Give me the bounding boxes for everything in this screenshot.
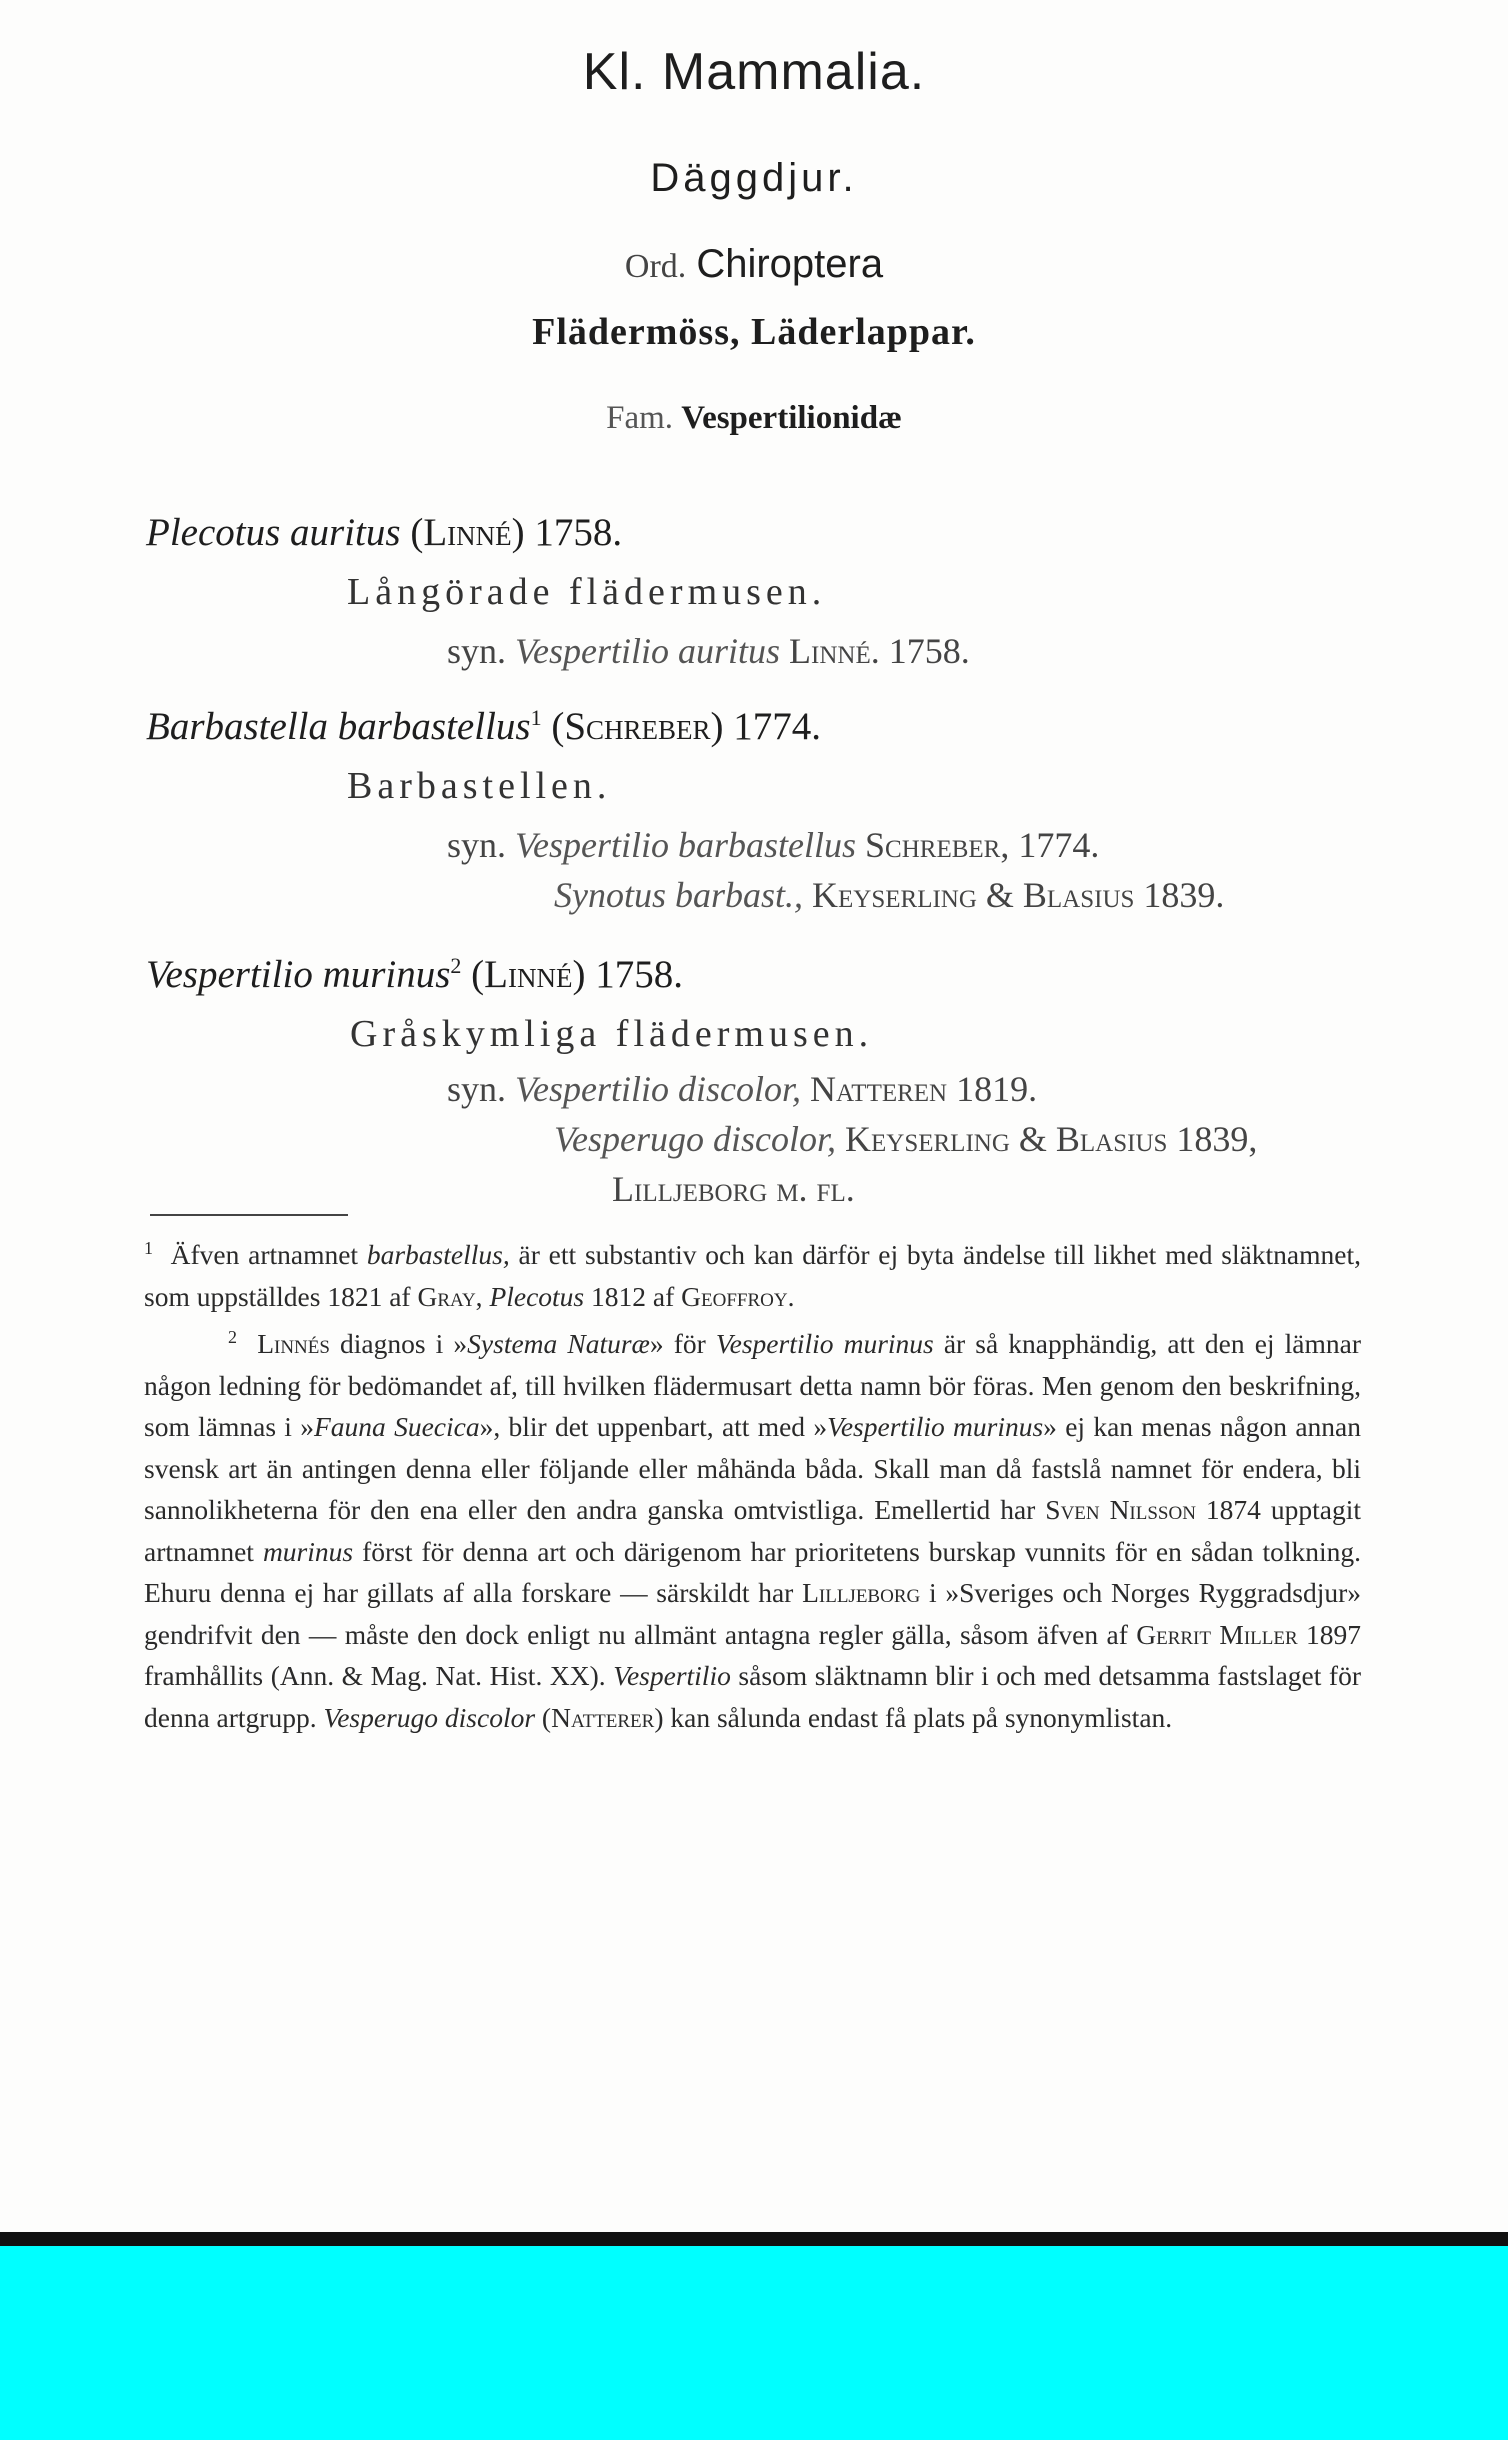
footnote-italic: murinus [262, 1535, 354, 1567]
species-common-name: Långörade flädermusen. [347, 571, 827, 613]
synonym-author: Keyserling & Blasius 1839. [812, 875, 1225, 915]
footnote-mark: 2 [228, 1327, 237, 1348]
synonym-line [554, 874, 1224, 916]
synonym-line [447, 1068, 1037, 1110]
footnote-text: först för denna art och därigenom har prioritetens burskap vunnits för en sådan tolkning. Ehuru denna ej har gillats af alla forskare — särskildt har [144, 1535, 1361, 1609]
footnote-text: såsom släktnamn blir i och med detsamma fastslaget för denna artgrupp. [144, 1660, 1361, 1733]
species-entry-1 [146, 510, 622, 555]
species-name: Barbastella barbastellus [146, 705, 531, 748]
footnote-italic: barbastellus, [366, 1239, 510, 1271]
synonym-author: Natteren 1819. [810, 1069, 1038, 1109]
footnote-author: Natterer [551, 1701, 655, 1733]
footnote-text: » ej kan menas någon annan svensk art än antingen denna eller följande eller måhända båda. Skall man då fastslå namnet för endera, bli sannolikheterna för den ena eller den andra ganska omtvistliga. Emellertid har [144, 1411, 1361, 1526]
synonym-author: Keyserling & Blasius 1839, [845, 1119, 1258, 1159]
footnote-text: ) kan sålunda endast få plats på synonymlistan. [654, 1701, 1173, 1733]
footnote-ref: 1 [530, 705, 542, 730]
footnote-italic: Vespertilio murinus [827, 1411, 1044, 1443]
synonym-line [612, 1168, 855, 1210]
synonym-name: Vespertilio barbastellus [515, 825, 857, 865]
footnote-text: », blir det uppenbart, att med » [479, 1411, 828, 1443]
footnote-author: Gray, [417, 1280, 483, 1312]
synonym-name: Synotus barbast., [554, 875, 804, 915]
footnote-text: Äfven artnamnet [170, 1239, 367, 1271]
footnote-italic: Systema Naturæ [467, 1328, 650, 1360]
synonym-prefix: syn. [447, 825, 507, 865]
scan-background-band [0, 2246, 1508, 2440]
footnote-italic: Vesperugo discolor [323, 1701, 536, 1733]
synonym-name: Vesperugo discolor, [554, 1119, 836, 1159]
footnote-italic: Vespertilio murinus [715, 1328, 934, 1360]
synonym-prefix: syn. [447, 1069, 507, 1109]
synonym-line [447, 630, 970, 672]
footnote-text: är så knapphändig, att den ej lämnar någon ledning för bedömandet af, till hvilken flädermusart detta namn bör föras. Men genom den beskrifning, som lämnas i » [144, 1328, 1361, 1443]
footnote-author: Geoffroy. [681, 1280, 795, 1312]
order-name: Chiroptera [696, 242, 884, 286]
footnote-text: är ett substantiv och kan därför ej byta ändelse till likhet med släktnamnet, som uppställdes 1821 af [144, 1239, 1361, 1312]
species-common-name: Gråskymliga flädermusen. [350, 1013, 874, 1055]
class-title: Kl. Mammalia. [582, 43, 926, 101]
order-common-name: Flädermöss, Läderlappar. [532, 311, 976, 353]
footnote-author: Lilljeborg [802, 1577, 921, 1609]
footnote-1 [144, 1228, 1361, 1317]
synonym-name: Vespertilio discolor, [515, 1069, 802, 1109]
family-prefix: Fam. [606, 400, 674, 436]
synonym-author: Linné. 1758. [789, 631, 970, 671]
footnote-divider [150, 1214, 348, 1216]
footnote-text: i »Sveriges och Norges Ryggradsdjur» gendrifvit den — måste den dock enligt nu allmänt antagna regler gälla, såsom äfven af [144, 1577, 1361, 1650]
synonym-author: Lilljeborg m. fl. [612, 1169, 855, 1209]
family-name: Vespertilionidæ [681, 400, 902, 436]
footnote-text: » för [649, 1328, 716, 1360]
species-entry-2 [146, 704, 821, 749]
footnote-text: 1897 framhållits (Ann. & Mag. Nat. Hist. XX). [144, 1618, 1362, 1692]
synonym-line [447, 824, 1099, 866]
synonym-name: Vespertilio auritus [515, 631, 781, 671]
species-author: (Linné) 1758. [410, 511, 623, 554]
footnote-author: Gerrit Miller [1136, 1618, 1298, 1650]
footnote-text: ( [535, 1701, 552, 1733]
footnote-text: 1812 af [584, 1280, 682, 1312]
footnote-author: Sven Nilsson [1045, 1494, 1196, 1526]
species-author: (Schreber) 1774. [551, 705, 822, 748]
order-prefix: Ord. [624, 248, 687, 285]
species-common-name: Barbastellen. [347, 765, 612, 807]
footnote-text: 1874 upptagit artnamnet [144, 1494, 1361, 1567]
footnote-text: diagnos i » [329, 1328, 468, 1360]
synonym-prefix: syn. [447, 631, 507, 671]
family-heading [0, 400, 1508, 437]
footnote-ref: 2 [450, 953, 462, 978]
footnote-author: Linnés [257, 1328, 330, 1360]
species-name: Vespertilio murinus [146, 953, 451, 996]
species-name: Plecotus auritus [146, 511, 401, 554]
scan-edge-band [0, 2232, 1508, 2246]
species-author: (Linné) 1758. [471, 953, 683, 996]
footnote-italic: Fauna Suecica [313, 1411, 480, 1443]
synonym-line [554, 1118, 1257, 1160]
footnote-italic: Plecotus [489, 1280, 585, 1312]
footnote-2 [144, 1317, 1361, 1738]
footnotes [144, 1228, 1361, 1738]
order-heading [0, 240, 1508, 287]
species-entry-3 [146, 952, 683, 997]
class-common-name: Däggdjur. [650, 156, 858, 200]
synonym-author: Schreber, 1774. [865, 825, 1100, 865]
footnote-italic: Vespertilio [613, 1660, 731, 1692]
footnote-mark: 1 [144, 1238, 153, 1258]
